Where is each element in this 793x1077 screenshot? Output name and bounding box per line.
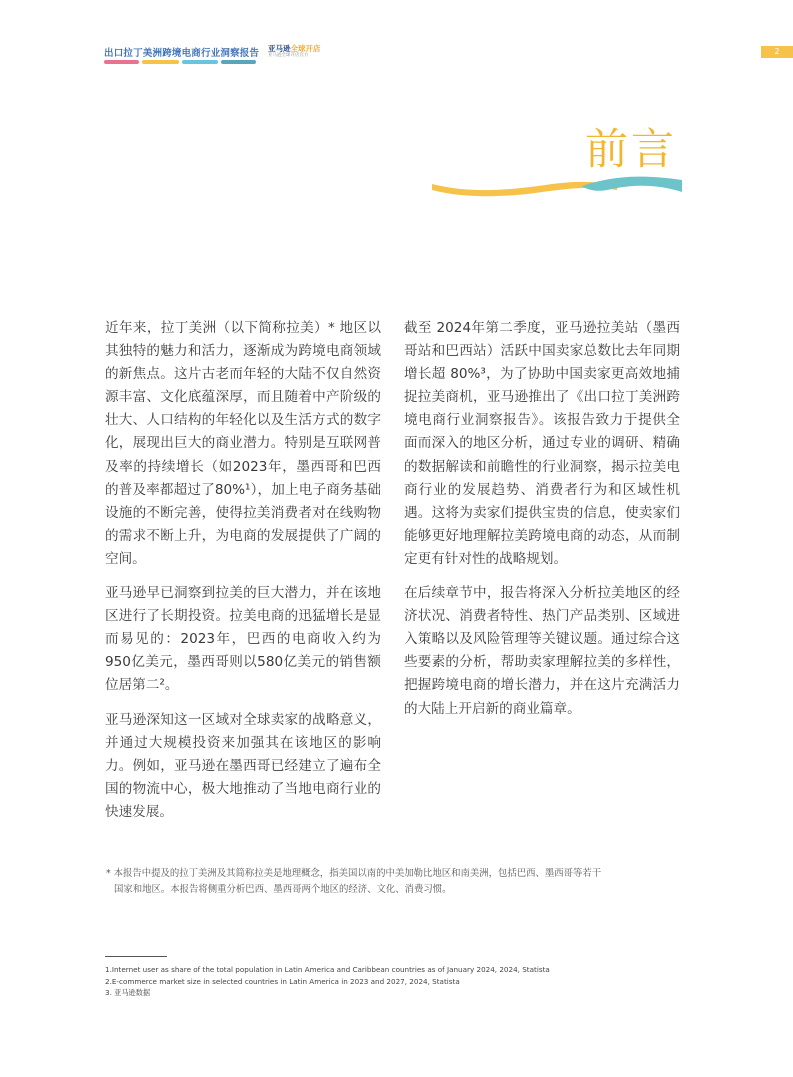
page-number: 2 [761, 46, 793, 58]
paragraph-intro: 近年来，拉丁美洲（以下简称拉美）* 地区以其独特的魅力和活力，逐渐成为跨境电商领域的新焦点。这片古老而年轻的大陆不仅自然资源丰富、文化底蕴深厚，而且随着中产阶级的壮大、人口结构的年轻化以及生活方式的数字化，展现出巨大的商业潜力。特别是互联网普及率的持续增长（如2023年，墨西哥和巴西的普及率都超过了80%¹），加上电子商务基础设施的不断完善，使得拉美消费者对在线购物的需求不断上升，为电商的发展提供了广阔的空间。 [105, 320, 381, 567]
decorative-wave [432, 172, 682, 202]
color-bar-teal [221, 60, 256, 64]
footnote-line-2: 国家和地区。本报告将侧重分析巴西、墨西哥两个地区的经济、文化、消费习惯。 [114, 883, 452, 895]
amazon-global-selling-logo [268, 44, 328, 64]
logo-main-text: 亚马逊 [268, 44, 291, 53]
logo-accent-text: 全球开店 [290, 44, 321, 53]
reference-divider [105, 956, 167, 957]
color-bar-pink [104, 60, 139, 64]
reference-item: 2.E-commerce market size in selected countries in Latin America in 2023 and 2027, 2024, Statista [105, 976, 460, 986]
paragraph-strategy: 亚马逊深知这一区域对全球卖家的战略意义，并通过大规模投资来加强其在该地区的影响力。例如，亚马逊在墨西哥已经建立了遍布全国的物流中心，极大地推动了当地电商行业的快速发展。 [105, 711, 381, 820]
footnote-line-1: * 本报告中提及的拉丁美洲及其简称拉美是地理概念，指美国以南的中美加勒比地区和南美洲，包括巴西、墨西哥等若干 [106, 868, 602, 879]
header-color-bars [104, 60, 256, 64]
geography-footnote [106, 866, 686, 897]
paragraph-report-purpose: 截至 2024年第二季度，亚马逊拉美站（墨西哥站和巴西站）活跃中国卖家总数比去年同期增长超 80%³，为了协助中国卖家更高效地捕捉拉美商机，亚马逊推出了《出口拉丁美洲跨境电商行业洞察报告》。该报告致力于提供全面而深入的地区分析，通过专业的调研、精确的数据解读和前瞻性的行业洞察，揭示拉美电商行业的发展趋势、消费者行为和区域性机遇。这将为卖家们提供宝贵的信息，使卖家们能够更好地理解拉美跨境电商的动态，从而制定更有针对性的战略规划。 [404, 320, 680, 567]
reference-item: 1.Internet user as share of the total population in Latin America and Caribbean countries as of January 2024, 2024, Statista [105, 965, 550, 974]
report-title: 出口拉丁美洲跨境电商行业洞察报告 [104, 48, 260, 59]
color-bar-yellow [142, 60, 179, 64]
color-bar-blue [182, 60, 218, 64]
logo-subtext: 亚马逊全球开店官方 [268, 53, 309, 58]
references-list [105, 964, 625, 999]
reference-item: 3. 亚马逊数据 [105, 988, 151, 997]
body-column-right [404, 317, 680, 732]
paragraph-investment: 亚马逊早已洞察到拉美的巨大潜力，并在该地区进行了长期投资。拉美电商的迅猛增长是显而易见的：2023年，巴西的电商收入约为950亿美元，墨西哥则以580亿美元的销售额位居第二²。 [105, 585, 381, 694]
paragraph-chapters: 在后续章节中，报告将深入分析拉美地区的经济状况、消费者特性、热门产品类别、区域进入策略以及风险管理等关键议题。通过综合这些要素的分析，帮助卖家理解拉美的多样性，把握跨境电商的增长潜力，并在这片充满活力的大陆上开启新的商业篇章。 [404, 585, 680, 717]
section-title: 前言 [585, 125, 677, 175]
body-column-left [105, 317, 381, 835]
